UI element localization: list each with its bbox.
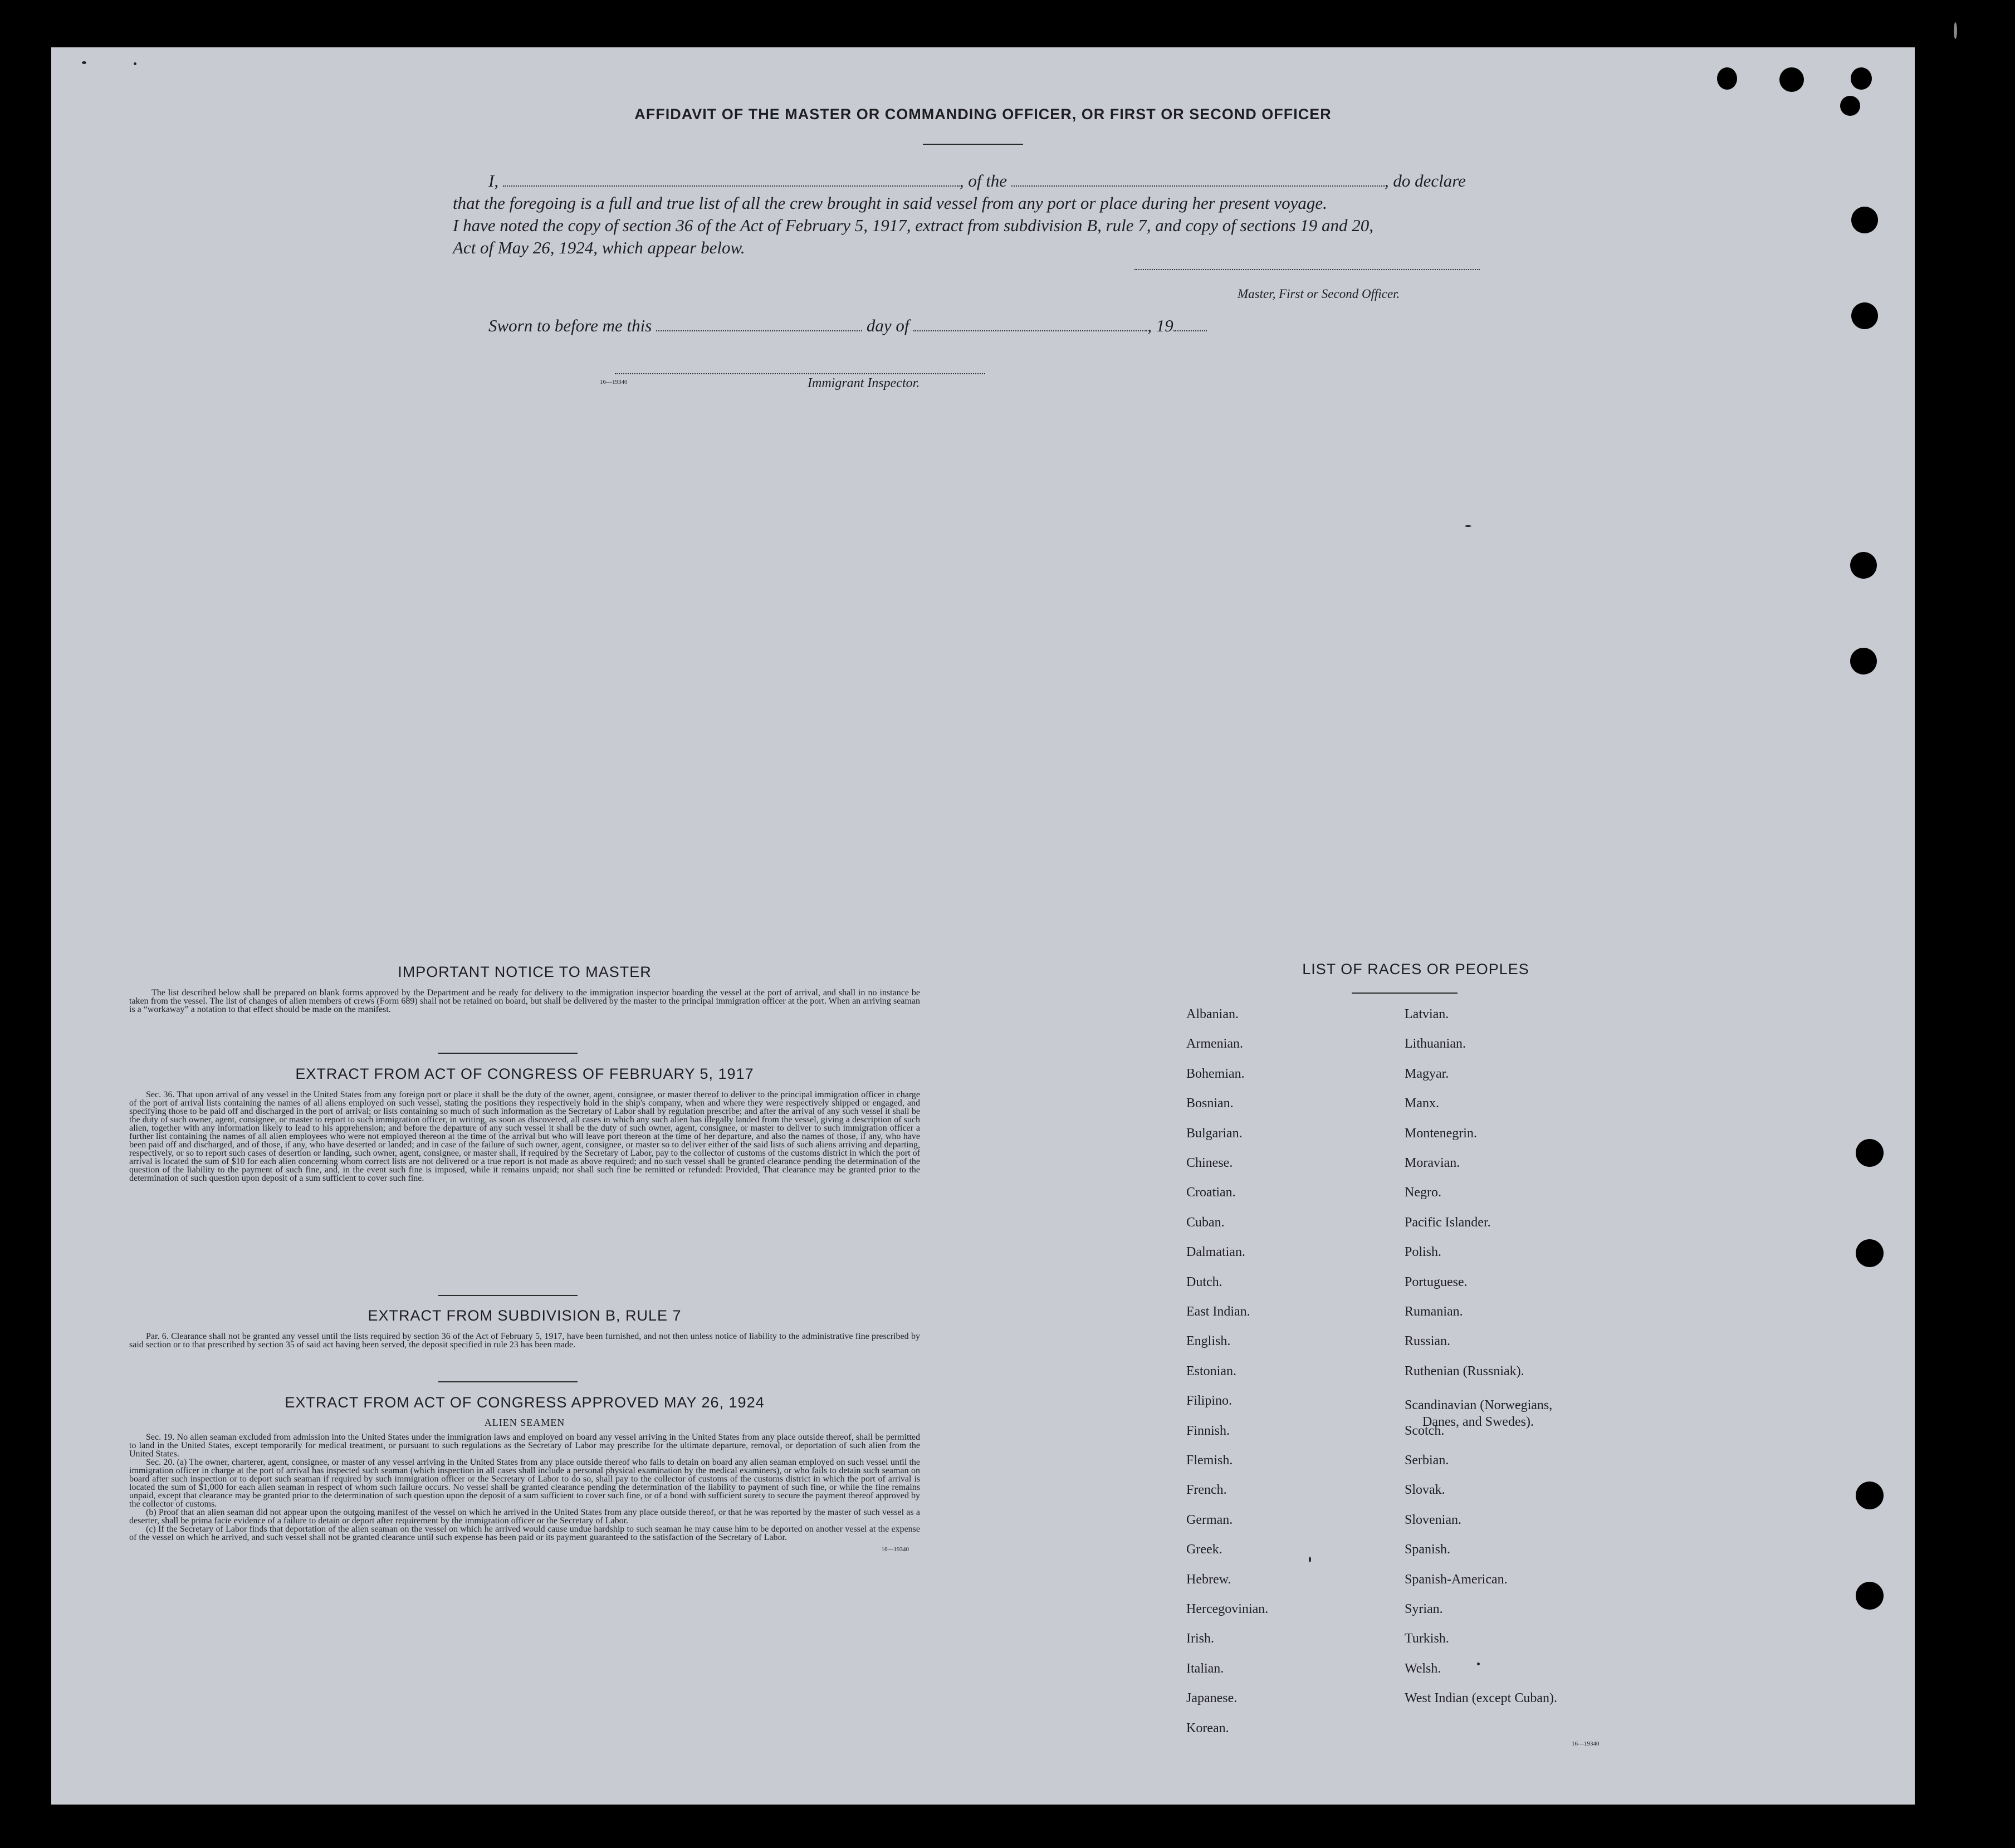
section-rule — [438, 1295, 578, 1296]
month-blank[interactable] — [913, 330, 1147, 331]
ink-speck — [1309, 1557, 1311, 1562]
race-item: Hebrew. — [1186, 1572, 1231, 1587]
extract-1924-section — [129, 1394, 920, 1553]
year-label: , 19 — [1147, 316, 1173, 335]
race-item: English. — [1186, 1334, 1231, 1349]
i-label: I, — [488, 171, 499, 190]
race-item: Pacific Islander. — [1405, 1215, 1491, 1230]
race-item: Spanish. — [1405, 1542, 1451, 1557]
ink-speck — [134, 62, 136, 65]
race-item: Polish. — [1405, 1245, 1442, 1260]
extract-1917-section — [129, 1065, 920, 1182]
affidavit-line-3: I have noted the copy of section 36 of the Act of February 5, 1917, extract from subdivision B, rule 7, and copy of sections 19 and 20, — [453, 216, 1374, 235]
race-item: Scotch. — [1405, 1423, 1445, 1438]
race-item: Finnish. — [1186, 1423, 1230, 1438]
race-item: Italian. — [1186, 1661, 1224, 1676]
extract-rule7-text: Par. 6. Clearance shall not be granted any vessel until the lists required by section 36 of the Act of February 5, 1917, have been furnished, and not then unless notice of liability to the administrative fine prescribed by said section or to that prescribed by section 35 of said act having been served, the deposit specified in rule 23 has been made. — [129, 1332, 920, 1350]
race-item: Slovak. — [1405, 1483, 1445, 1498]
punch-hole — [1856, 1482, 1884, 1509]
race-item: Bosnian. — [1186, 1096, 1234, 1111]
affidavit-line-4: Act of May 26, 1924, which appear below. — [453, 238, 745, 257]
punch-hole — [1851, 207, 1878, 233]
notice-text: The list described below shall be prepared on blank forms approved by the Department and be ready for delivery to the immigration inspector boarding the vessel at the port of arrival, and shall in no instance be taken from the vessel. The list of changes of alien members of crews (Form 689) shall not be retained on board, but shall be delivered by the master to the principal immigration officer at the port. When an arriving seaman is a “workaway” a notation to that effect should be made on the manifest. — [129, 988, 920, 1014]
race-item: Danes, and Swedes). — [1422, 1415, 1534, 1430]
sec-20a-text: Sec. 20. (a) The owner, charterer, agent, consignee, or master of any vessel arriving in the United States from any place outside thereof who fails to detain on board any alien seaman employed on such vessel until the immigration officer in charge at the port of arrival has inspected such seaman (which inspection in all cases shall include a personal physical examination by the medical examiners), or who fails to detain such seaman on board after such inspection or to deport such seaman if required by such immigration officer or the Secretary of Labor to do so, shall pay to the collector of customs of the customs district in which the port of arrival is located the sum of $1,000 for each alien seaman in respect of whom such failure occurs. No vessel shall be granted clearance pending the determination of the liability to payment of such fine, or while the fine remains unpaid, except that clearance may be granted prior to the determination of such question upon the deposit of a sum sufficient to cover such fine, or of a bond with sufficient surety to secure the payment thereof approved by the collector of customs. — [129, 1458, 920, 1509]
race-item: Negro. — [1405, 1185, 1441, 1200]
vessel-blank[interactable] — [1011, 185, 1385, 187]
race-item: Estonian. — [1186, 1363, 1236, 1378]
sworn-line — [488, 316, 1324, 336]
of-the-label: , of the — [959, 171, 1007, 190]
ink-speck — [1465, 525, 1471, 527]
sec-20c-text: (c) If the Secretary of Labor finds that deportation of the alien seaman on the vessel on which he arrived would cause undue hardship to such seaman he may cause him to be deported on another vessel at the expense of the vessel on which he arrived, and such vessel shall not be granted clearance until such expense has been paid or its payment guaranteed to the satisfaction of the Secretary of Labor. — [129, 1524, 920, 1542]
race-item: Greek. — [1186, 1542, 1222, 1557]
race-item: Chinese. — [1186, 1156, 1233, 1170]
extract-1924-title: EXTRACT FROM ACT OF CONGRESS APPROVED MAY 26, 1924 — [285, 1394, 765, 1411]
punch-hole — [1851, 67, 1872, 90]
race-item: Welsh. — [1405, 1661, 1441, 1676]
affidavit-declaration-line — [488, 171, 1574, 191]
race-item: Irish. — [1186, 1631, 1214, 1646]
ink-speck — [1477, 1663, 1480, 1665]
races-title: LIST OF RACES OR PEOPLES — [1302, 961, 1529, 977]
document-sheet — [51, 47, 1915, 1805]
ink-speck — [1954, 22, 1957, 39]
title-rule — [923, 144, 1023, 145]
punch-hole — [1717, 67, 1737, 90]
inspector-label: Immigrant Inspector. — [808, 376, 920, 390]
race-item: Korean. — [1186, 1720, 1229, 1735]
inspector-signature-line[interactable] — [615, 372, 985, 374]
notice-title: IMPORTANT NOTICE TO MASTER — [398, 964, 652, 980]
race-item: Croatian. — [1186, 1185, 1236, 1200]
race-item: Albanian. — [1186, 1007, 1239, 1021]
notice-section — [129, 964, 920, 1014]
sworn-label: Sworn to before me this — [488, 316, 652, 335]
punch-hole — [1856, 1239, 1884, 1267]
extract-rule7-section — [129, 1307, 920, 1349]
extract-1917-text: Sec. 36. That upon arrival of any vessel in the United States from any foreign port or place it shall be the duty of the owner, agent, consignee, or master thereof to deliver to the principal immigration officer in charge of the port of arrival lists containing the names of all aliens employed on such vessel, stating the positions they respectively hold in the ship's company, when and where they were respectively shipped or engaged, and specifying those to be paid off and discharged in the port of arrival; or lists containing so much of such information as the Secretary of Labor shall by regulation prescribe; and after the arrival of any such vessel it shall be the duty of such owner, agent, consignee, or master to report to such immigration officer, in writing, as soon as discovered, all cases in which any such alien has illegally landed from the vessel, giving a description of such alien, together with any information likely to lead to his apprehension; and before the departure of any such vessel it shall be the duty of such owner, agent, consignee, or master to deliver to such immigration officer a further list containing the names of all alien employees who were not employed thereon at the time of the arrival but who will leave port thereon at the time of her departure, and also the names of those, if any, who have been paid off and discharged, and of those, if any, who have deserted or landed; and in case of the failure of such owner, agent, consignee, or master so to deliver either of the said lists of such aliens arriving and departing, respectively, or so to report such cases of desertion or landing, such owner, agent, consignee, or master shall, if required by the Secretary of Labor, pay to the collector of customs of the customs district in which the port of arrival is located the sum of $10 for each alien concerning whom correct lists are not delivered or a true report is not made as above required; and no such vessel shall be granted clearance pending the determination of the question of the liability to the payment of such fine, and, in the event such fine is imposed, while it remains unpaid; nor shall such fine be remitted or refunded: Provided, That clearance may be granted prior to the determination of such question upon deposit of a sum sufficient to cover such fine. — [129, 1090, 920, 1183]
race-item: Filipino. — [1186, 1394, 1233, 1409]
race-item: Rumanian. — [1405, 1304, 1463, 1319]
day-blank[interactable] — [656, 330, 862, 331]
race-item: French. — [1186, 1483, 1227, 1498]
race-item: Spanish-American. — [1405, 1572, 1508, 1587]
race-item: East Indian. — [1186, 1304, 1250, 1319]
extract-1924-subtitle: ALIEN SEAMEN — [484, 1417, 565, 1428]
races-title-rule — [1352, 993, 1458, 994]
race-item: Latvian. — [1405, 1007, 1449, 1021]
race-item: Slovenian. — [1405, 1512, 1461, 1527]
race-item: Dutch. — [1186, 1274, 1222, 1289]
race-item: Russian. — [1405, 1334, 1451, 1349]
race-item: West Indian (except Cuban). — [1405, 1691, 1557, 1706]
master-signature-label: Master, First or Second Officer. — [1238, 287, 1400, 301]
race-item: Manx. — [1405, 1096, 1439, 1111]
race-item: Dalmatian. — [1186, 1245, 1245, 1260]
race-item: Serbian. — [1405, 1453, 1449, 1468]
race-item: Bulgarian. — [1186, 1126, 1243, 1141]
race-item: German. — [1186, 1512, 1233, 1527]
extract-form-number: 16—19340 — [881, 1546, 909, 1553]
race-item: Syrian. — [1405, 1602, 1443, 1616]
extract-rule7-title: EXTRACT FROM SUBDIVISION B, RULE 7 — [368, 1307, 682, 1324]
year-blank[interactable] — [1173, 330, 1207, 331]
section-rule — [438, 1381, 578, 1382]
day-of-label: day of — [866, 316, 909, 335]
race-item: Bohemian. — [1186, 1066, 1245, 1081]
race-item: Montenegrin. — [1405, 1126, 1477, 1141]
punch-hole — [1856, 1139, 1884, 1167]
punch-hole — [1851, 302, 1878, 329]
master-signature-line[interactable] — [1134, 268, 1480, 270]
race-item: Moravian. — [1405, 1156, 1460, 1170]
race-item: Lithuanian. — [1405, 1037, 1466, 1052]
race-item: Armenian. — [1186, 1037, 1243, 1052]
punch-hole — [1856, 1582, 1884, 1610]
race-item: Flemish. — [1186, 1453, 1233, 1468]
sec-20b-text: (b) Proof that an alien seaman did not appear upon the outgoing manifest of the vessel on which he arrived in the United States from any place outside thereof, or that he was reported by the master of such vessel as a deserter, shall be prima facie evidence of a failure to detain or deport after requirement by the immigration officer or the Secretary of Labor. — [129, 1508, 920, 1526]
race-item: Cuban. — [1186, 1215, 1225, 1230]
race-item: Japanese. — [1186, 1691, 1238, 1706]
affidavit-line-2: that the foregoing is a full and true list of all the crew brought in said vessel from any port or place during her present voyage. — [453, 193, 1327, 213]
race-item: Portuguese. — [1405, 1274, 1468, 1289]
do-declare-label: , do declare — [1384, 171, 1466, 190]
punch-hole — [1779, 67, 1804, 92]
race-item: Scandinavian (Norwegians, — [1405, 1398, 1553, 1413]
punch-hole — [1850, 552, 1877, 579]
race-item: Ruthenian (Russniak). — [1405, 1363, 1524, 1378]
race-item: Hercegovinian. — [1186, 1602, 1269, 1616]
races-form-number: 16—19340 — [1572, 1741, 1600, 1747]
affidavit-form-number: 16—19340 — [600, 379, 628, 385]
section-rule — [438, 1053, 578, 1054]
extract-1917-title: EXTRACT FROM ACT OF CONGRESS OF FEBRUARY 5, 1917 — [295, 1065, 754, 1082]
punch-hole — [1850, 648, 1877, 674]
name-blank[interactable] — [503, 185, 960, 187]
race-item: Turkish. — [1405, 1631, 1449, 1646]
sec-19-text: Sec. 19. No alien seaman excluded from admission into the United States under the immigration laws and employed on board any vessel arriving in the United States from any place outside thereof, shall be permitted to land in the United States, except temporarily for medical treatment, or pursuant to such regulations as the Secretary of Labor may prescribe for the ultimate departure, removal, or deportation of such alien from the United States. — [129, 1433, 920, 1459]
affidavit-title: AFFIDAVIT OF THE MASTER OR COMMANDING OFFICER, OR FIRST OR SECOND OFFICER — [634, 106, 1332, 123]
race-item: Magyar. — [1405, 1066, 1449, 1081]
ink-speck — [82, 61, 86, 64]
